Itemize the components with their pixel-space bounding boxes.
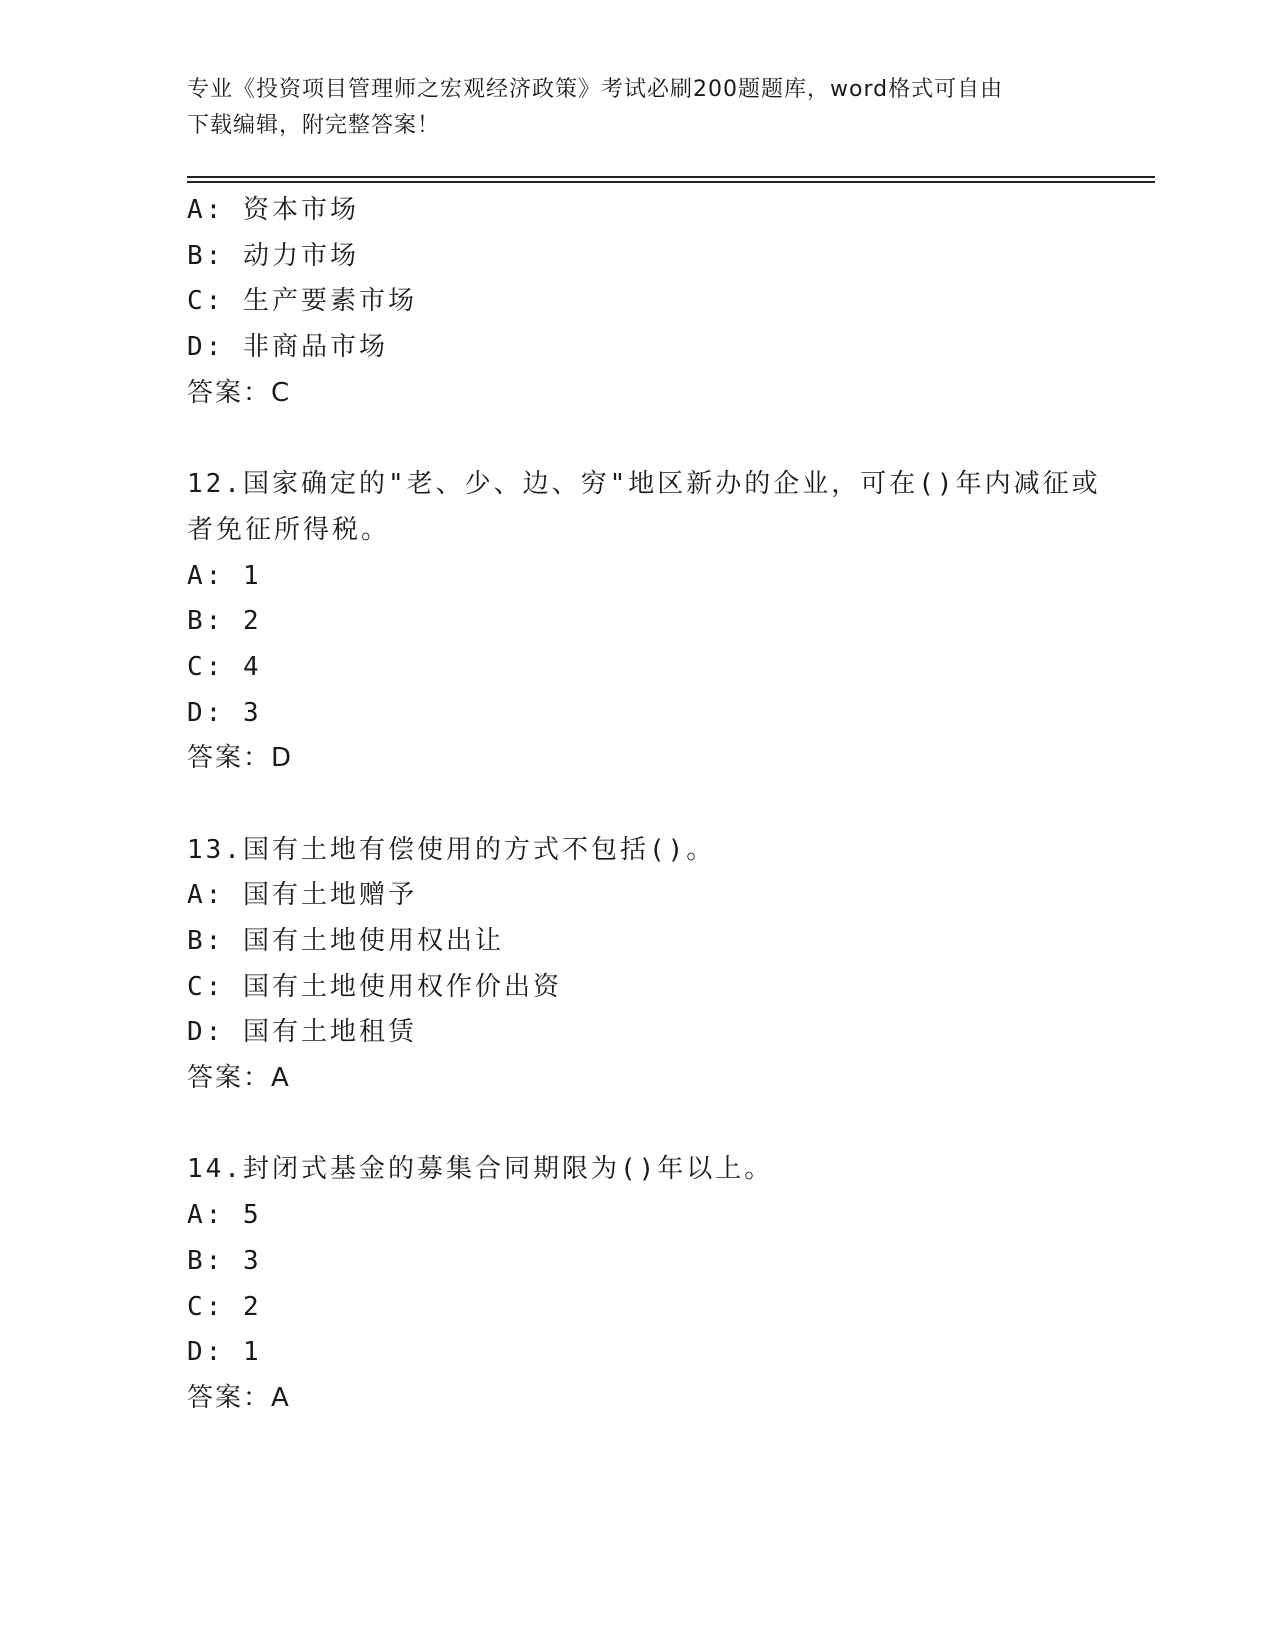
question-11 [187,188,1155,416]
question-13 [187,828,1155,1102]
option-b: B: 国有土地使用权出让 [187,926,504,956]
option-c: C: 4 [187,651,262,682]
option-a: A: 国有土地赠予 [187,880,417,911]
header-line-2: 下载编辑，附完整答案！ [187,113,441,138]
option-b: B: 动力市场 [187,240,359,271]
answer: 答案：D [187,743,294,774]
spacer [187,416,1155,462]
answer: 答案：A [187,1382,291,1413]
question-text-line-2: 者免征所得税。 [187,514,391,545]
question-text: 13.国有土地有偿使用的方式不包括()。 [187,834,716,865]
option-a: A: 1 [187,560,262,591]
question-14 [187,1147,1155,1421]
header-line-1: 专业《投资项目管理师之宏观经济政策》考试必刷200题题库，word格式可自由 [187,77,1004,102]
option-c: C: 国有土地使用权作价出资 [187,971,562,1002]
spacer [187,782,1155,828]
option-c: C: 生产要素市场 [187,286,417,317]
document-body [187,188,1155,1422]
document-header [187,72,1087,144]
option-d: D: 1 [187,1337,262,1368]
option-b: B: 3 [187,1245,262,1276]
answer: 答案：A [187,1063,291,1094]
option-d: D: 非商品市场 [187,332,388,363]
spacer [187,1102,1155,1148]
option-a: A: 5 [187,1200,262,1231]
option-c: C: 2 [187,1291,262,1322]
answer: 答案：C [187,377,292,408]
header-rule-bottom [187,181,1155,183]
question-12 [187,462,1155,782]
option-d: D: 3 [187,697,262,728]
question-text-line-1: 12.国家确定的"老、少、边、穷"地区新办的企业，可在()年内减征或 [187,469,1101,500]
option-b: B: 2 [187,606,262,637]
question-text: 14.封闭式基金的募集合同期限为()年以上。 [187,1154,774,1185]
option-a: A: 资本市场 [187,195,359,225]
option-d: D: 国有土地租赁 [187,1017,417,1048]
header-rule-top [187,176,1155,178]
